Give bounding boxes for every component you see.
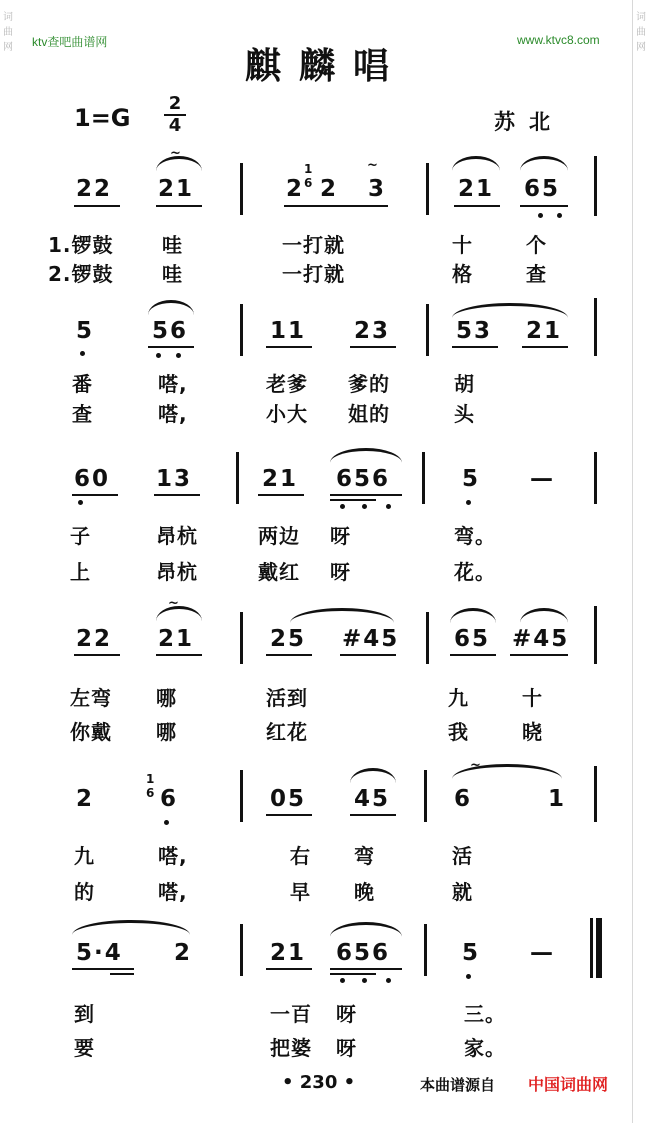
slur: [520, 608, 568, 623]
lyric: 晚: [354, 880, 375, 904]
grace-note: 6: [304, 176, 313, 190]
note-group: 21: [270, 940, 307, 966]
barline: [594, 766, 597, 822]
lyric: 就: [452, 880, 473, 904]
note-group: #45: [512, 626, 570, 652]
underline: [266, 654, 312, 656]
time-signature: [164, 95, 186, 135]
underline: [148, 346, 194, 348]
grace-note: 6: [146, 786, 155, 800]
low-octave-dot: [362, 978, 367, 983]
tie: [72, 920, 190, 935]
barline: [424, 770, 427, 822]
underline: [154, 494, 200, 496]
note-group: 13: [156, 466, 193, 492]
lyric: 一打就: [282, 233, 345, 257]
lyric: 九: [448, 686, 469, 710]
low-octave-dot: [557, 213, 562, 218]
underline: [266, 968, 312, 970]
note-group: 53: [456, 318, 493, 344]
barline: [594, 156, 597, 216]
lyric: 格: [452, 262, 473, 286]
watermark-right: www.ktvc8.com: [517, 33, 600, 47]
low-octave-dot: [340, 504, 345, 509]
lyric: 我: [448, 720, 469, 744]
trill-mark: ~: [170, 146, 181, 161]
dash: —: [530, 940, 555, 966]
note-group: 21: [458, 176, 495, 202]
lyric: 子: [70, 524, 91, 548]
underline: [350, 346, 396, 348]
underline: [452, 346, 498, 348]
barline: [424, 924, 427, 976]
lyric: 昂杭: [156, 560, 198, 584]
lyric: 嗒,: [158, 880, 188, 904]
lyric: 呀: [336, 1036, 357, 1060]
barline: [594, 298, 597, 356]
note-group: 25: [270, 626, 307, 652]
lyric: 你戴: [70, 720, 112, 744]
slur: [156, 606, 202, 621]
note-group: 05: [270, 786, 307, 812]
low-octave-dot: [466, 500, 471, 505]
dash: —: [530, 466, 555, 492]
low-octave-dot: [78, 500, 83, 505]
underline: [284, 205, 388, 207]
barline: [240, 304, 243, 356]
lyric: 一百: [270, 1002, 312, 1026]
note-group: 22: [76, 176, 113, 202]
lyric: 昂杭: [156, 524, 198, 548]
grace-note: 1: [146, 772, 155, 786]
barline: [594, 452, 597, 504]
note: 2: [174, 940, 193, 966]
low-octave-dot: [80, 351, 85, 356]
underline: [520, 205, 568, 207]
underline: [454, 205, 500, 207]
meter-top: 2: [168, 93, 182, 114]
underline: [110, 973, 134, 975]
lyric: 三。: [464, 1002, 506, 1026]
lyric: 2.锣鼓: [48, 262, 114, 286]
song-origin: 苏北: [494, 109, 564, 134]
meter-bottom: 4: [168, 115, 182, 136]
barline: [422, 452, 425, 504]
note-group: #45: [342, 626, 400, 652]
underline: [350, 814, 396, 816]
barline: [240, 612, 243, 664]
underline: [330, 968, 402, 970]
lyric: 弯: [354, 844, 375, 868]
lyric: 哇: [162, 262, 183, 286]
low-octave-dot: [156, 353, 161, 358]
underline: [340, 654, 396, 656]
lyric: 头: [454, 402, 475, 426]
low-octave-dot: [176, 353, 181, 358]
low-octave-dot: [164, 820, 169, 825]
note: 2: [320, 176, 339, 202]
lyric: 花。: [454, 560, 496, 584]
tie: [290, 608, 394, 623]
underline: [156, 654, 202, 656]
page-number: • 230 •: [282, 1072, 356, 1093]
slur: [330, 922, 402, 937]
lyric: 红花: [266, 720, 308, 744]
low-octave-dot: [466, 974, 471, 979]
lyric: 哪: [156, 686, 177, 710]
key-signature: 1=G: [74, 104, 131, 132]
note-group: 56: [152, 318, 189, 344]
underline: [330, 973, 376, 975]
barline: [240, 924, 243, 976]
lyric: 到: [74, 1002, 95, 1026]
note: 5: [462, 466, 481, 492]
lyric: 左弯: [70, 686, 112, 710]
underline: [258, 494, 304, 496]
note-group: 60: [74, 466, 111, 492]
source-site-link[interactable]: 中国词曲网: [528, 1075, 609, 1094]
ornament: ~: [367, 158, 378, 173]
lyric: 活到: [266, 686, 308, 710]
low-octave-dot: [386, 978, 391, 983]
left-watermark-strip: [0, 0, 20, 1123]
final-barline-thick: [596, 918, 602, 978]
lyric: 呀: [330, 524, 351, 548]
low-octave-dot: [362, 504, 367, 509]
lyric: 一打就: [282, 262, 345, 286]
barline: [240, 770, 243, 822]
low-octave-dot: [538, 213, 543, 218]
lyric: 嗒,: [158, 372, 188, 396]
slur: [148, 300, 194, 315]
slur: [520, 156, 568, 171]
tie: [452, 303, 568, 318]
song-title: 麒麟唱: [244, 45, 407, 87]
lyric: 把婆: [270, 1036, 312, 1060]
note: 6: [160, 786, 179, 812]
underline: [266, 814, 312, 816]
barline: [236, 452, 239, 504]
note: 6: [454, 786, 473, 812]
underline: [72, 494, 118, 496]
strip-text: 词曲网: [3, 12, 13, 53]
lyric: 嗒,: [158, 402, 188, 426]
low-octave-dot: [340, 978, 345, 983]
barline: [426, 163, 429, 215]
note: 2: [286, 176, 305, 202]
lyric: 小大: [266, 402, 308, 426]
lyric: 姐的: [348, 402, 390, 426]
lyric: 晓: [522, 720, 543, 744]
note-group: 21: [526, 318, 563, 344]
note: 5: [76, 318, 95, 344]
note: 1: [548, 786, 567, 812]
lyric: 番: [72, 372, 93, 396]
lyric: 哇: [162, 233, 183, 257]
barline: [240, 163, 243, 215]
tie: [452, 764, 562, 779]
lyric: 戴红: [258, 560, 300, 584]
lyric: 呀: [336, 1002, 357, 1026]
lyric: 1.锣鼓: [48, 233, 114, 257]
source-label: 本曲谱源自: [420, 1076, 496, 1094]
final-barline-thin: [590, 918, 593, 978]
low-octave-dot: [386, 504, 391, 509]
note-group: 656: [336, 940, 391, 966]
right-watermark-strip: [632, 0, 652, 1123]
trill-mark: ~: [470, 758, 481, 773]
underline: [156, 205, 202, 207]
note-group: 21: [262, 466, 299, 492]
lyric: 上: [70, 560, 91, 584]
lyric: 十: [522, 686, 543, 710]
underline: [74, 654, 120, 656]
note-group: 22: [76, 626, 113, 652]
underline: [330, 494, 402, 496]
lyric: 右: [290, 844, 311, 868]
note-group: 65: [524, 176, 561, 202]
slur: [350, 768, 396, 783]
barline: [426, 304, 429, 356]
slur: [330, 448, 402, 463]
note: 2: [76, 786, 95, 812]
lyric: 九: [74, 844, 95, 868]
lyric: 十: [452, 233, 473, 257]
underline: [510, 654, 568, 656]
note: 5: [462, 940, 481, 966]
lyric: 呀: [330, 560, 351, 584]
lyric: 查: [526, 262, 547, 286]
slur: [450, 608, 496, 623]
lyric: 嗒,: [158, 844, 188, 868]
underline: [330, 499, 376, 501]
underline: [266, 346, 312, 348]
strip-text: 词曲网: [636, 12, 646, 53]
lyric: 家。: [464, 1036, 506, 1060]
note: 3: [368, 176, 387, 202]
lyric: 两边: [258, 524, 300, 548]
trill-mark: ~: [168, 596, 179, 611]
underline: [74, 205, 120, 207]
note-group: 21: [158, 626, 195, 652]
underline: [450, 654, 496, 656]
note-group: 23: [354, 318, 391, 344]
lyric: 个: [526, 233, 547, 257]
lyric: 早: [290, 880, 311, 904]
barline: [426, 612, 429, 664]
barline: [594, 606, 597, 664]
underline: [72, 968, 134, 970]
lyric: 活: [452, 844, 473, 868]
note-group: 45: [354, 786, 391, 812]
grace-note: 1: [304, 162, 313, 176]
lyric: 弯。: [454, 524, 496, 548]
underline: [522, 346, 568, 348]
lyric: 爹的: [348, 372, 390, 396]
note-group: 21: [158, 176, 195, 202]
lyric: 的: [74, 880, 95, 904]
note-group: 65: [454, 626, 491, 652]
lyric: 老爹: [266, 372, 308, 396]
note-group: 656: [336, 466, 391, 492]
watermark-left: ktv查吧曲谱网: [32, 35, 108, 49]
lyric: 要: [74, 1036, 95, 1060]
lyric: 哪: [156, 720, 177, 744]
slur: [452, 156, 500, 171]
note-group: 11: [270, 318, 307, 344]
lyric: 胡: [454, 372, 475, 396]
lyric: 查: [72, 402, 93, 426]
note-group: 5·4: [76, 940, 123, 966]
